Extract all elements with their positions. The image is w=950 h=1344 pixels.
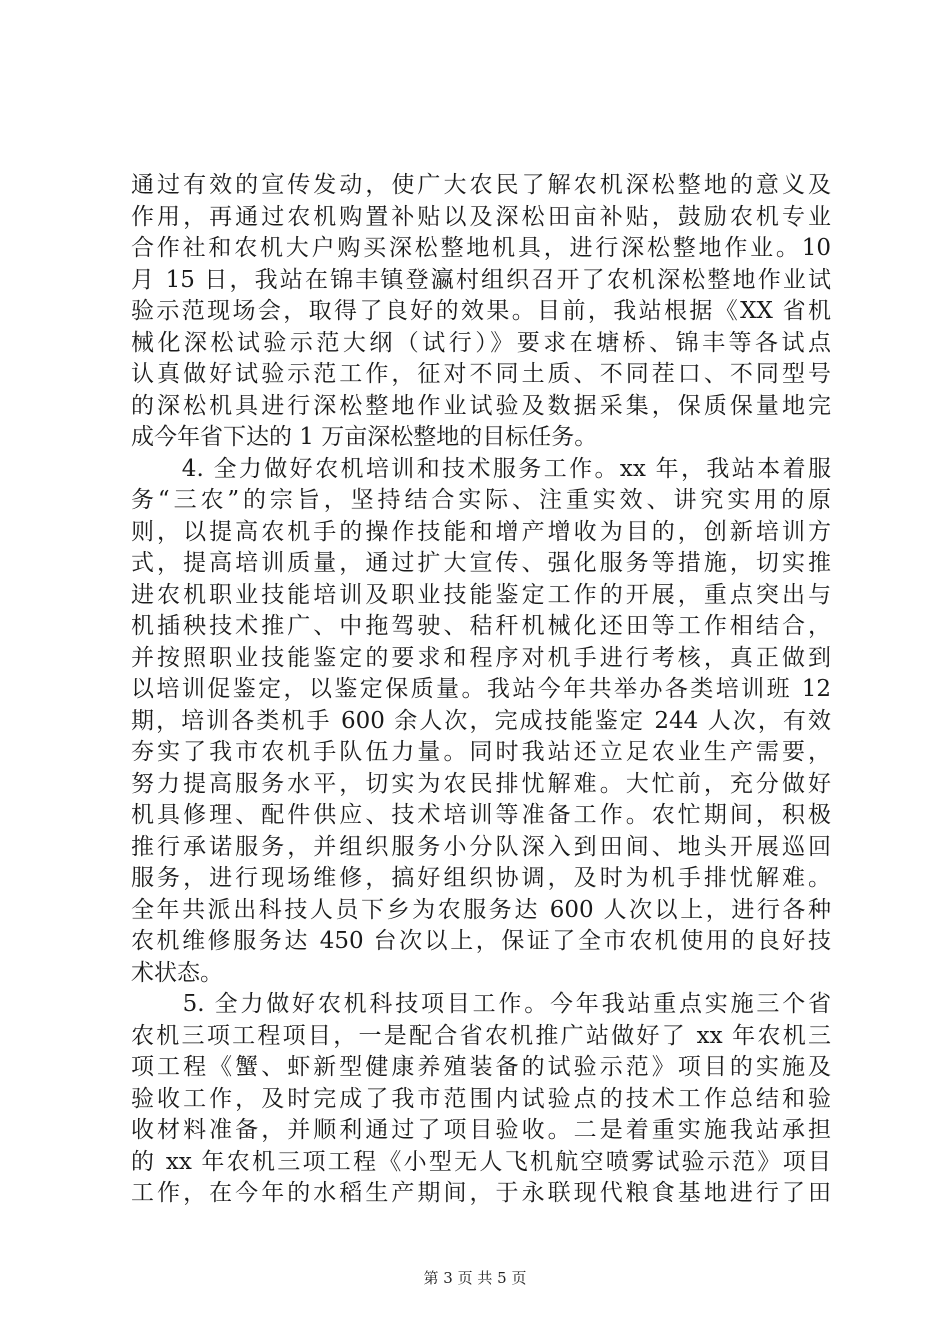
text-line: 工作，在今年的水稻生产期间，于永联现代粮食基地进行了田 xyxy=(131,1180,831,1206)
text-line: 农机维修服务达 450 台次以上，保证了全市农机使用的良好技 xyxy=(131,928,831,954)
text-line: 成今年省下达的 1 万亩深松整地的目标任务。 xyxy=(131,424,598,450)
text-line: 收材料准备，并顺利通过了项目验收。二是着重实施我站承担 xyxy=(131,1117,831,1143)
page-number-footer: 第 3 页 共 5 页 xyxy=(423,1269,527,1287)
text-line: 务“三农”的宗旨，坚持结合实际、注重实效、讲究实用的原 xyxy=(131,487,831,513)
text-line: 进农机职业技能培训及职业技能鉴定工作的开展，重点突出与 xyxy=(131,581,831,608)
text-line: 机具修理、配件供应、技术培训等准备工作。农忙期间，积极 xyxy=(131,802,831,828)
text-line: 全年共派出科技人员下乡为农服务达 600 人次以上，进行各种 xyxy=(131,896,831,923)
text-line: 推行承诺服务，并组织服务小分队深入到田间、地头开展巡回 xyxy=(131,833,831,860)
paragraph-tech-projects xyxy=(131,989,831,1210)
document-body xyxy=(131,170,831,1210)
text-line: 验示范现场会，取得了良好的效果。目前，我站根据《XX 省机 xyxy=(131,298,831,324)
text-line: 通过有效的宣传发动，使广大农民了解农机深松整地的意义及 xyxy=(131,172,831,198)
text-line: 5. 全力做好农机科技项目工作。今年我站重点实施三个省 xyxy=(131,991,831,1017)
text-line: 期，培训各类机手 600 余人次，完成技能鉴定 244 人次，有效 xyxy=(131,707,831,734)
text-line: 验收工作，及时完成了我市范围内试验点的技术工作总结和验 xyxy=(131,1085,831,1112)
text-line: 的 xx 年农机三项工程《小型无人飞机航空喷雾试验示范》项目 xyxy=(131,1148,831,1175)
text-line: 则，以提高农机手的操作技能和增产增收为目的，创新培训方 xyxy=(131,518,831,545)
text-line: 械化深松试验示范大纲（试行）》要求在塘桥、锦丰等各试点 xyxy=(131,329,831,356)
paragraph-training-services xyxy=(131,454,831,990)
text-line: 以培训促鉴定，以鉴定保质量。我站今年共举办各类培训班 12 xyxy=(131,676,831,702)
text-line: 项工程《蟹、虾新型健康养殖装备的试验示范》项目的实施及 xyxy=(131,1054,831,1080)
text-line: 机插秧技术推广、中拖驾驶、秸秆机械化还田等工作相结合， xyxy=(131,613,831,639)
text-line: 合作社和农机大户购买深松整地机具，进行深松整地作业。10 xyxy=(131,235,831,261)
text-line: 农机三项工程项目，一是配合省农机推广站做好了 xx 年农机三 xyxy=(131,1022,831,1049)
text-line: 夯实了我市农机手队伍力量。同时我站还立足农业生产需要， xyxy=(131,739,831,765)
text-line: 努力提高服务水平，切实为农民排忧解难。大忙前，充分做好 xyxy=(131,770,831,797)
text-line: 并按照职业技能鉴定的要求和程序对机手进行考核，真正做到 xyxy=(131,644,831,671)
text-line: 服务，进行现场维修，搞好组织协调，及时为机手排忧解难。 xyxy=(131,865,831,891)
text-line: 术状态。 xyxy=(131,959,223,986)
text-line: 4. 全力做好农机培训和技术服务工作。xx 年，我站本着服 xyxy=(131,455,831,482)
text-line: 认真做好试验示范工作，征对不同土质、不同茬口、不同型号 xyxy=(131,361,831,387)
text-line: 作用，再通过农机购置补贴以及深松田亩补贴，鼓励农机专业 xyxy=(131,203,831,230)
text-line: 的深松机具进行深松整地作业试验及数据采集，保质保量地完 xyxy=(131,392,831,419)
text-line: 式，提高培训质量，通过扩大宣传、强化服务等措施，切实推 xyxy=(131,550,831,576)
text-line: 月 15 日，我站在锦丰镇登瀛村组织召开了农机深松整地作业试 xyxy=(131,266,831,293)
paragraph-continuation xyxy=(131,170,831,454)
